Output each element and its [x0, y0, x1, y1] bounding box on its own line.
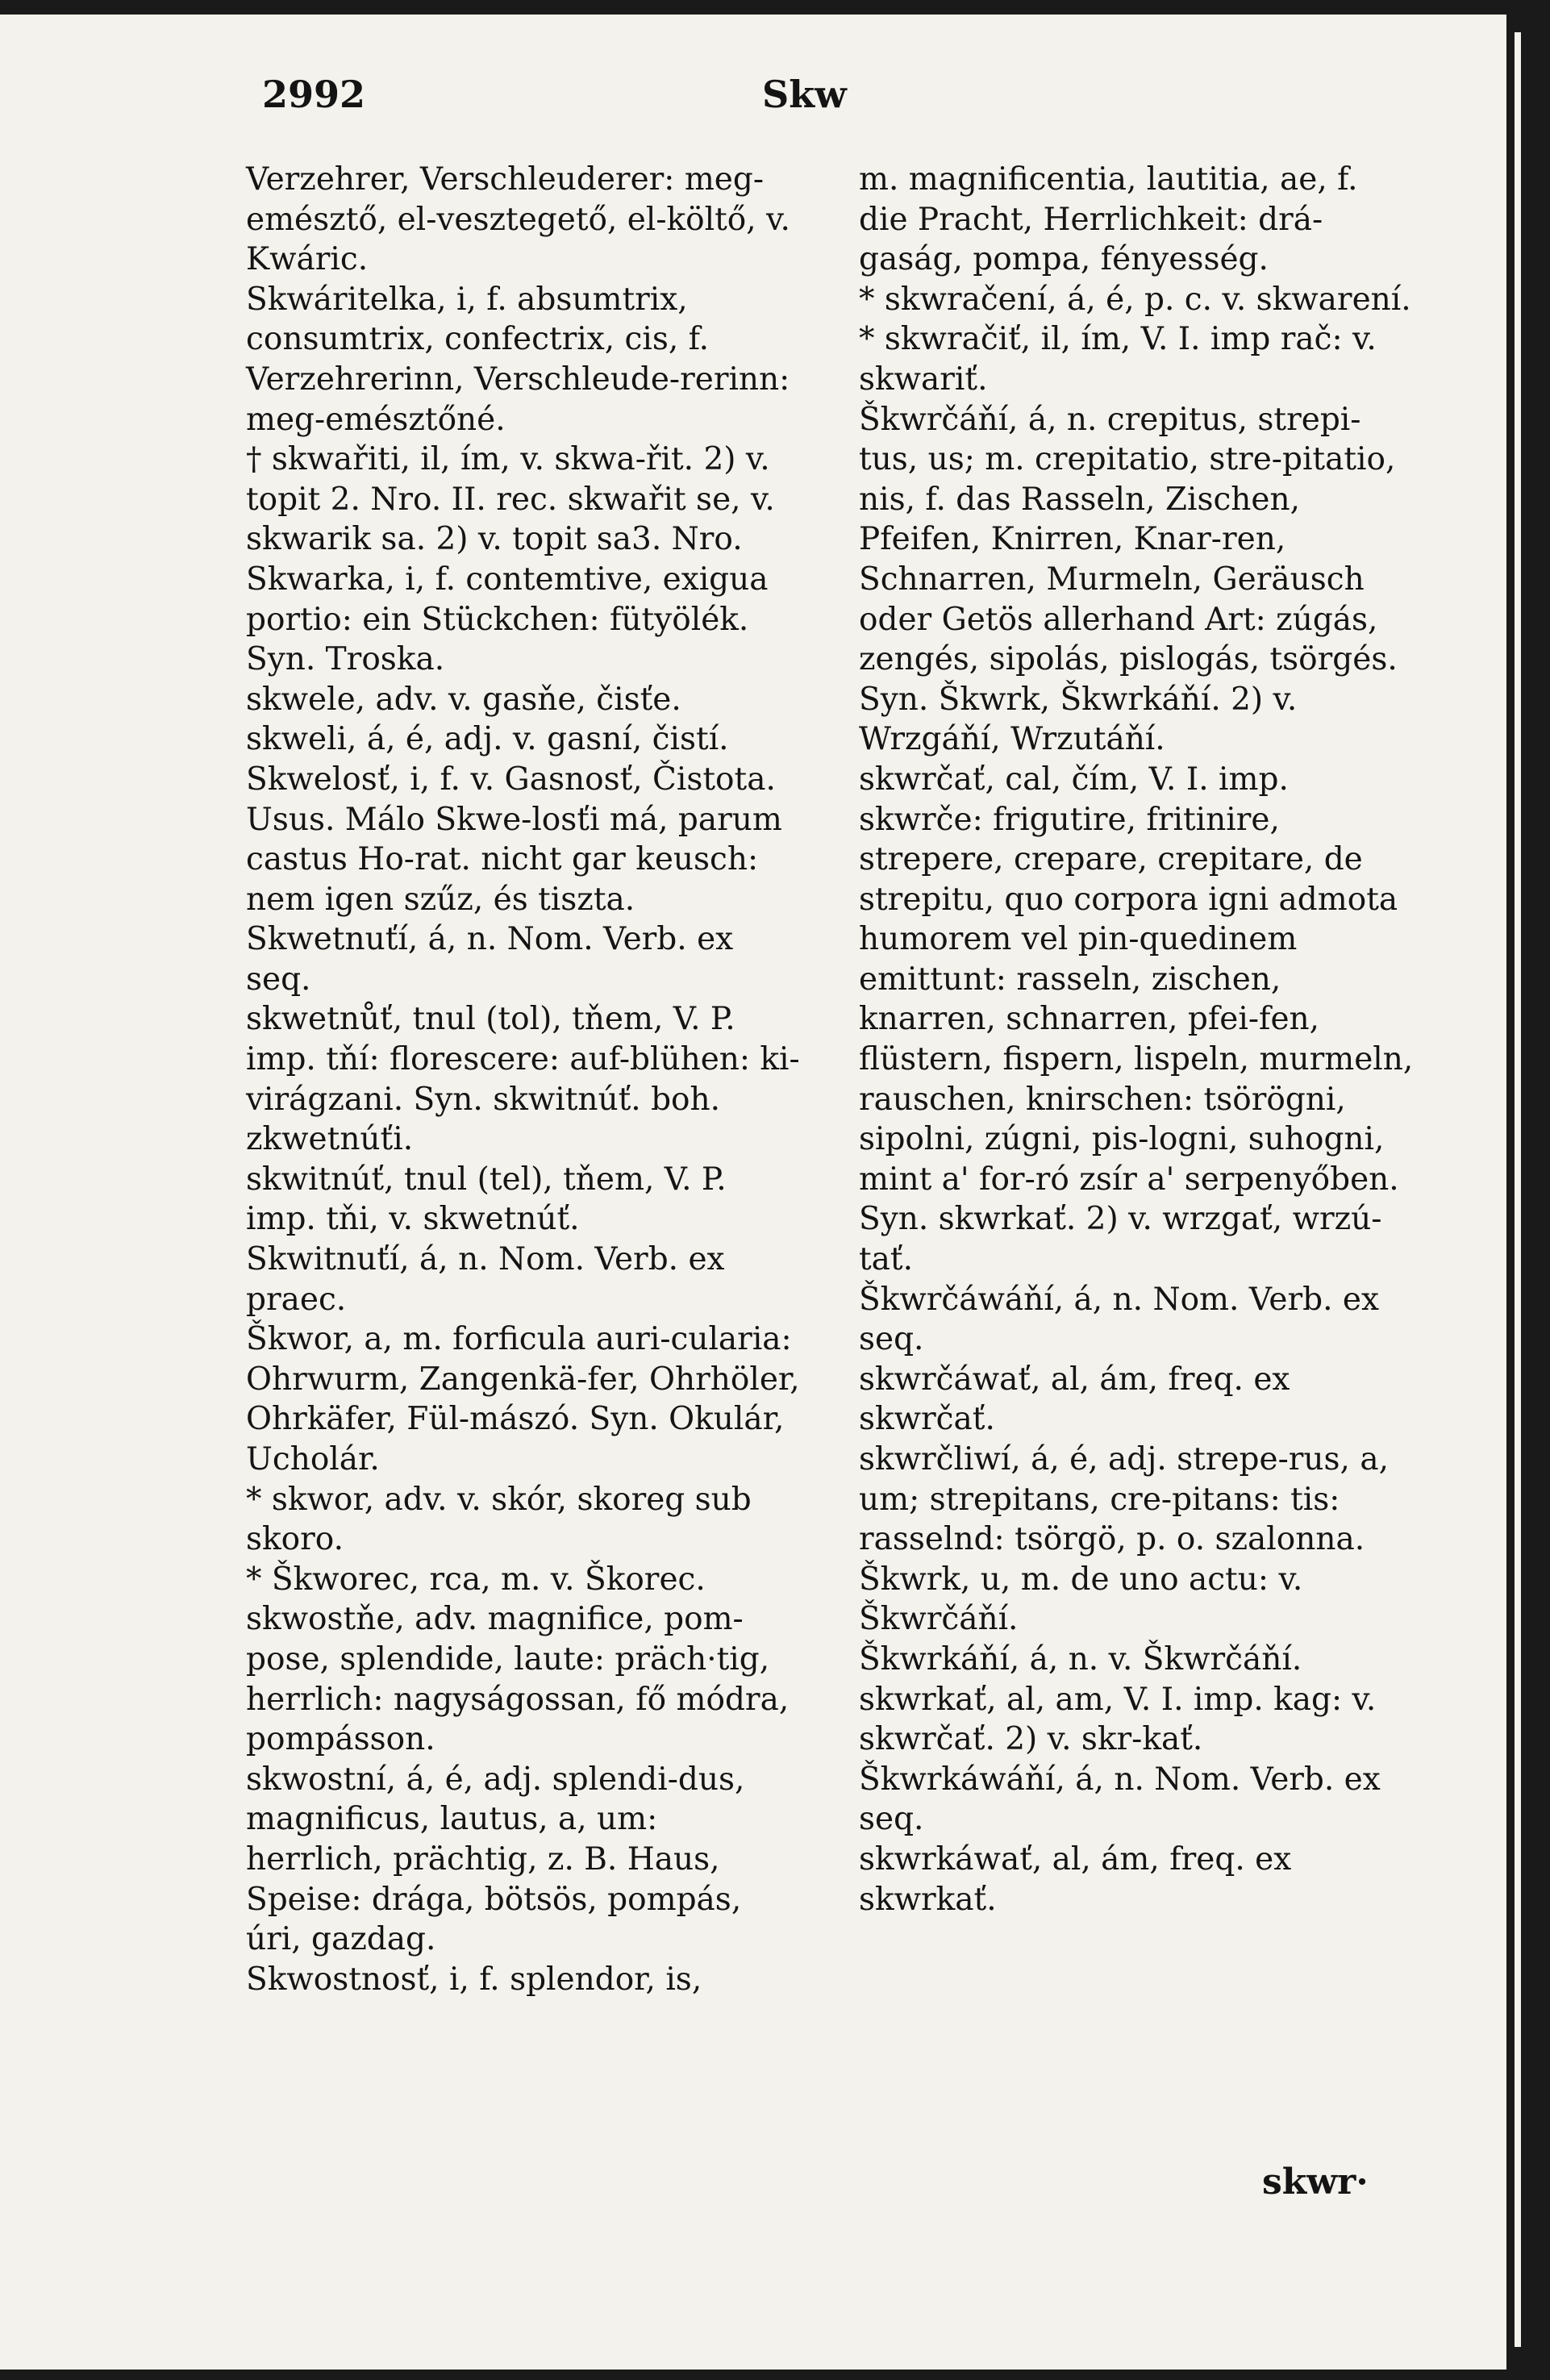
dictionary-entry: Verzehrer, Verschleuderer: meg-emésztő, el-vesztegető, el-költő, v. Kwáric.: [246, 161, 790, 278]
catchword: skwr·: [1262, 2161, 1369, 2203]
scan-top-border: [0, 0, 1550, 15]
page-header: [246, 73, 1440, 137]
dictionary-entry: skwrkáwať, al, ám, freq. ex skwrkať.: [859, 1840, 1292, 1918]
dictionary-entry: Skwetnuťí, á, n. Nom. Verb. ex seq.: [246, 921, 734, 998]
dictionary-entry: Skwitnuťí, á, n. Nom. Verb. ex praec.: [246, 1241, 725, 1318]
left-column: [246, 160, 802, 1999]
dictionary-entry: skwrčliwí, á, é, adj. strepe-rus, a, um; strepitans, cre-pitans: tis: rasselnd: tsörgö, p. o. szalonna.: [859, 1441, 1389, 1558]
dictionary-entry: skwrčáwať, al, ám, freq. ex skwrčať.: [859, 1361, 1290, 1438]
dictionary-entry: Škwor, a, m. forficula auri-cularia: Ohrwurm, Zangenkä-fer, Ohrhöler, Ohrkäfer, Fül-mászó. Syn. Okulár, Ucholár.: [246, 1321, 800, 1478]
scan-right-page-edge: [1515, 32, 1521, 2347]
dictionary-entry: skwostňe, adv. magnifice, pom-pose, splendide, laute: präch·tig, herrlich: nagyságossan, fő módra, pompásson.: [246, 1601, 790, 1758]
scan-right-border: [1506, 0, 1550, 2380]
dictionary-entry: Skwáritelka, i, f. absumtrix, consumtrix, confectrix, cis, f. Verzehrerinn, Verschleude-rerinn: meg-emésztőné.: [246, 281, 790, 438]
dictionary-entry: skwrčať, cal, čím, V. I. imp. skwrče: frigutire, fritinire, strepere, crepare, crepitare, de strepitu, quo corpora igni admota humorem vel pin-quedinem emittunt: rasseln, zischen, knarren, schnarren, pfei-fen, flüstern, fispern, lispeln, murmeln, rauschen, knirschen: tsörögni, sipolni, zúgni, pis-logni, suhogni, mint a' for-ró zsír a' serpenyőben. Syn. skwrkať. 2) v. wrzgať, wrzú-tať.: [859, 761, 1414, 1278]
running-head: Skw: [762, 73, 847, 116]
dictionary-entry: * skwor, adv. v. skór, skoreg sub skoro.: [246, 1481, 752, 1558]
dictionary-entry: Skwarka, i, f. contemtive, exigua portio: ein Stückchen: fütyölék. Syn. Troska.: [246, 561, 769, 678]
dictionary-entry: Škwrk, u, m. de uno actu: v. Škwrčáňí.: [859, 1561, 1303, 1638]
dictionary-entry: Škwrkáňí, á, n. v. Škwrčáňí.: [859, 1640, 1302, 1678]
dictionary-entry: * skwračiť, il, ím, V. I. imp rač: v. skwariť.: [859, 321, 1377, 398]
dictionary-entry: Skwelosť, i, f. v. Gasnosť, Čistota. Usus. Málo Skwe-losťi má, parum castus Ho-rat. nicht gar keusch: nem igen szűz, és tiszta.: [246, 761, 782, 918]
dictionary-entry: m. magnificentia, lautitia, ae, f. die Pracht, Herrlichkeit: drá-gaság, pompa, fényesség.: [859, 161, 1358, 278]
dictionary-entry: Skwostnosť, i, f. splendor, is,: [246, 1961, 702, 1998]
dictionary-entry: skwrkať, al, am, V. I. imp. kag: v. skwrčať. 2) v. skr-kať.: [859, 1681, 1377, 1758]
dictionary-entry: * Škworec, rca, m. v. Škorec.: [246, 1561, 706, 1598]
dictionary-entry: skwostní, á, é, adj. splendi-dus, magnificus, lautus, a, um: herrlich, prächtig, z. B. Haus, Speise: drága, bötsös, pompás, úri, gazdag.: [246, 1761, 745, 1958]
dictionary-entry: Škwrčáwáňí, á, n. Nom. Verb. ex seq.: [859, 1281, 1379, 1358]
dictionary-entry: † skwařiti, il, ím, v. skwa-řit. 2) v. topit 2. Nro. II. rec. skwařit se, v. skwarik sa. 2) v. topit sa3. Nro.: [246, 441, 775, 558]
dictionary-entry: skwele, adv. v. gasňe, čisťe.: [246, 681, 681, 718]
page-number: 2992: [262, 73, 366, 116]
dictionary-entry: Škwrčáňí, á, n. crepitus, strepi-tus, us; m. crepitatio, stre-pitatio, nis, f. das Rasseln, Zischen, Pfeifen, Knirren, Knar-ren, Schnarren, Murmeln, Geräusch oder Getös allerhand Art: zúgás, zengés, sipolás, pislogás, tsörgés. Syn. Škwrk, Škwrkáňí. 2) v. Wrzgáňí, Wrzutáňí.: [859, 401, 1398, 758]
dictionary-entry: skweli, á, é, adj. v. gasní, čistí.: [246, 721, 729, 758]
right-column: [859, 160, 1415, 1919]
scan-bottom-border: [0, 2370, 1550, 2380]
dictionary-entry: Škwrkáwáňí, á, n. Nom. Verb. ex seq.: [859, 1761, 1381, 1838]
dictionary-entry: skwetnůť, tnul (tol), tňem, V. P. imp. tňí: florescere: auf-blühen: ki-virágzani. Syn. skwitnúť. boh. zkwetnúťi.: [246, 1001, 800, 1158]
dictionary-entry: skwitnúť, tnul (tel), tňem, V. P. imp. tňi, v. skwetnúť.: [246, 1161, 727, 1238]
dictionary-page: [246, 73, 1440, 2315]
dictionary-entry: * skwračení, á, é, p. c. v. skwarení.: [859, 281, 1411, 318]
